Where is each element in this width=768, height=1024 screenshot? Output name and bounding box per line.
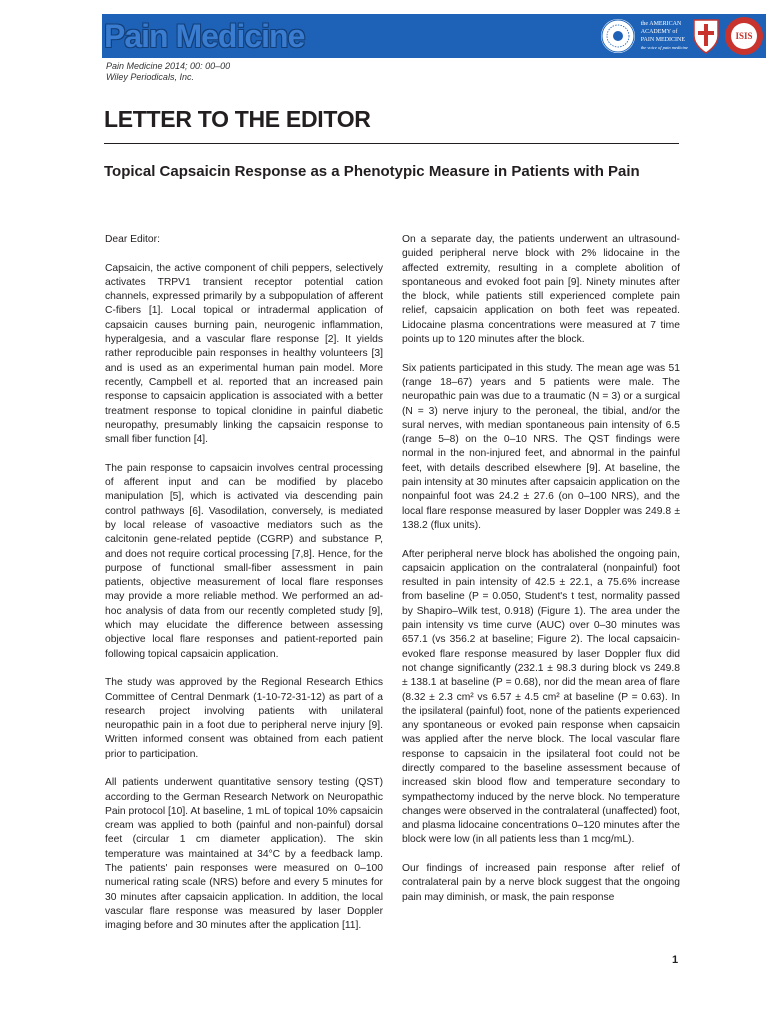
salutation: Dear Editor:: [105, 234, 160, 245]
journal-masthead: [102, 14, 766, 58]
aapm-line: ACADEMY of: [640, 29, 678, 35]
aapm-tagline: the voice of pain medicine: [640, 45, 688, 50]
paragraph: Capsaicin, the active component of chili peppers, selectively activates TRPV1 transient receptor potential cation channels, expressed primarily by a subpopulation of afferent C-fibers [1]. Local topical or intradermal application of capsaicin causes burning pain, neurogenic inflammation, hyperalgesia, and a vascular flare response [2]. It yields rather reproducible pain responses in healthy volunteers [3] and is used as an experimental human pain model. More recently, Campbell et al. reported that an increased pain response to capsaicin application is associated with a better treatment response to topical clonidine in painful diabetic neuropathy, presumably linking the capsaicin response to small fiber function [4].: [105, 262, 383, 446]
section-divider: [104, 143, 679, 144]
aapm-wordmark: [638, 20, 688, 52]
paragraph: The study was approved by the Regional Research Ethics Committee of Central Denmark (1-10-72-31-12) as part of a research project involving patients with unilateral neuropathic pain in a foot due to peripheral nerve injury [9]. Written informed consent was obtained from each patient prior to participation.: [105, 677, 383, 760]
journal-reference: [106, 61, 230, 83]
paragraph: Our findings of increased pain response after relief of contralateral pain by a nerve block suggest that the ongoing pain may diminish, or mask, the pain response: [402, 863, 680, 903]
crest-icon: [691, 16, 721, 56]
aapm-line: PAIN MEDICINE: [640, 37, 686, 43]
paragraph: All patients underwent quantitative sensory testing (QST) according to the German Research Network on Neuropathic Pain protocol [10]. At baseline, 1 mL of topical 10% capsaicin cream was applied to both (painful and non-painful) dorsal feet (circular 1 cm diameter application). The skin temperature was maintained at 34°C by a feedback lamp. The patients' pain responses were measured on 0–100 numerical rating scale (NRS) before and every 5 minutes for 30 minutes after capsaicin application. In addition, the local vascular flare response was measured by laser Doppler imaging before and 30 minutes after the application [11].: [105, 777, 383, 932]
paragraph: Six patients participated in this study. The mean age was 51 (range 18–67) years and 5 patients were male. The neuropathic pain was due to a traumatic (N = 3) or a surgical (N = 3) nerve injury to the peroneal, the tibial, and/or the sural nerves, with median spontaneous pain intensity of 6.5 (range 5–8) on the 0–10 NRS. The QST findings were normal in the non-injured feet, and abnormal in the painful feet, with details described elsewhere [9]. At baseline, the pain intensity at 30 minutes after capsaicin application on the nonpainful foot was 24.2 ± 27.6 (on 0–100 NRS), and the local flare response measured by laser Doppler was 249.8 ± 138.2 (flux units).: [402, 362, 680, 531]
paragraph: The pain response to capsaicin involves central processing of afferent input and can be modified by placebo manipulation [5], which is activated via descending pain control pathways [6]. Vasodilation, conversely, is mediated by local release of vasoactive mediators such as the calcitonin gene-related peptide (CGRP) and substance P, and does not require cortical processing [7,8]. Hence, for the purpose of functional small-fiber assessment in pain patients, objective measurement of local flare responses may provide a more reliable method. We performed an ad-hoc analysis of data from our recently completed study [9], which may elucidate the difference between assessing objective local flare responses and patient-reported pain following topical capsaicin application.: [105, 462, 383, 660]
right-column: [402, 233, 680, 905]
publisher: Wiley Periodicals, Inc.: [106, 72, 194, 82]
article-title: Topical Capsaicin Response as a Phenotypic Measure in Patients with Pain: [104, 163, 640, 180]
sponsor-logos: [601, 14, 764, 58]
journal-citation: Pain Medicine 2014; 00: 00–00: [106, 61, 231, 71]
section-title: LETTER TO THE EDITOR: [104, 106, 371, 132]
paragraph: After peripheral nerve block has abolished the ongoing pain, capsaicin application on the contralateral (nonpainful) foot resulted in pain intensity of 42.5 ± 22.1, a 75.6% increase from baseline (P = 0.050, Student's t test, normality passed by Shapiro–Wilk test, 0.918) (Figure 1). The area under the pain intensity vs time curve (AUC) over 0–30 minutes was 657.1 (vs 356.2 at baseline; Figure 2). The local capsaicin-evoked flare response measured by laser Doppler flux did not change significantly (232.1 ± 98.3 during block vs 249.8 ± 138.1 at baseline (P = 0.68), nor did the mean area of flare (8.32 ± 2.3 cm² vs 6.57 ± 4.5 cm² at baseline (P = 0.63). In the ipsilateral (painful) foot, none of the patients experienced any spontaneous or evoked pain response when capsaicin was applied after the nerve block. The local vascular flare response to capsaicin in the ipsilateral foot could not be directly compared to the baseline assessment because of increased skin blood flow and temperature secondary to sympathectomy induced by the nerve block. No temperature changes were observed in the contralateral (unaffected) foot, and plasma lidocaine concentrations 0–120 minutes after the block were low (in all patients less than 1 mcg/mL).: [402, 548, 680, 846]
isis-seal: [724, 16, 764, 56]
journal-logo: Pain Medicine: [104, 18, 305, 54]
page-number: 1: [672, 954, 679, 966]
aapm-line: the AMERICAN: [640, 21, 682, 27]
aapm-seal-icon: [601, 19, 635, 53]
left-column: [105, 233, 383, 934]
isis-seal-text: ISIS: [735, 31, 753, 41]
paragraph: On a separate day, the patients underwent an ultrasound-guided peripheral nerve block with 2% lidocaine in the affected extremity, resulting in a complete abolition of spontaneous and evoked foot pain [9]. Ninety minutes after the block, while patients still experienced complete pain relief, capsaicin application on both feet was repeated. Lidocaine plasma concentrations were measured at 7 time points up to 120 minutes after the block.: [402, 234, 680, 346]
